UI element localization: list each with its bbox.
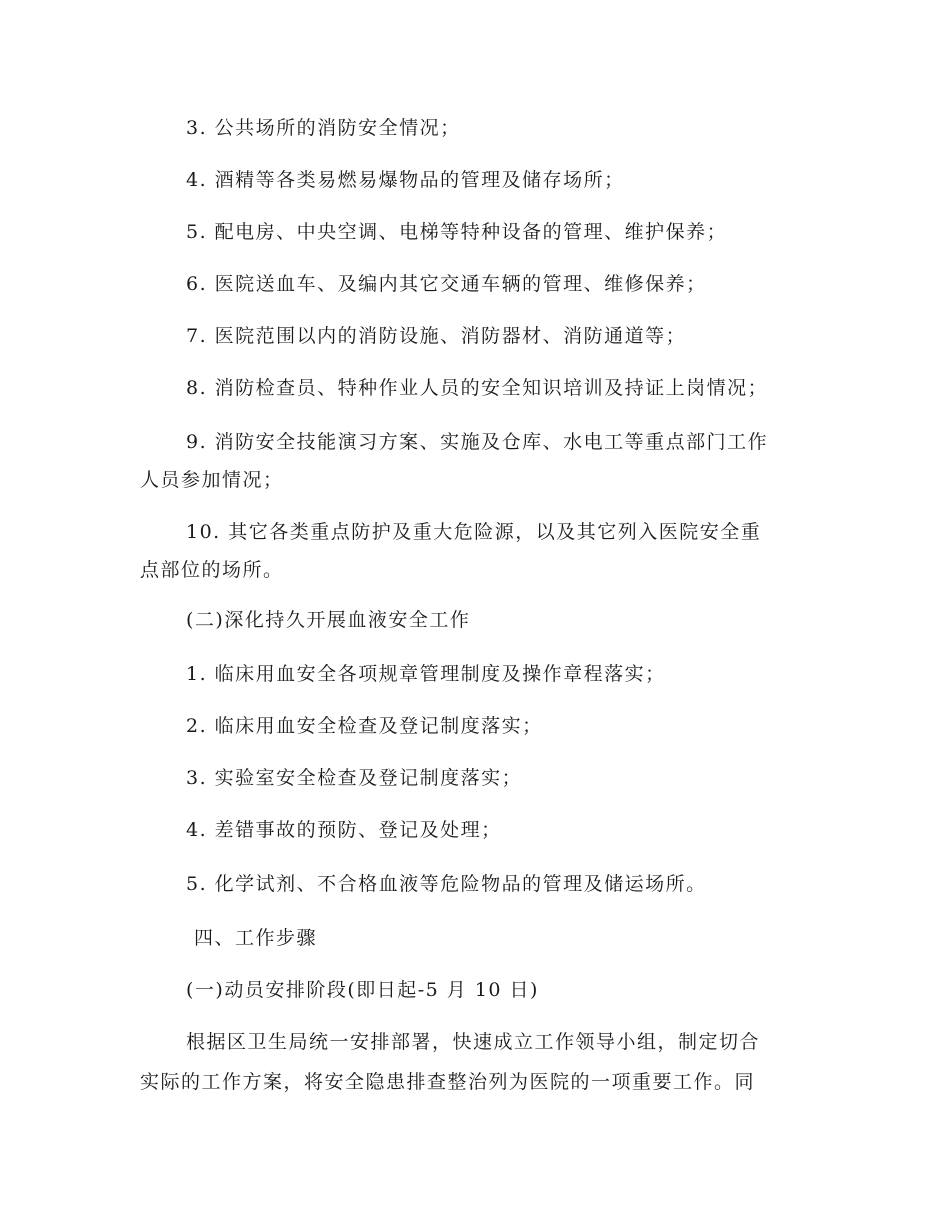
list-item-6-vehicles: 6. 医院送血车、及编内其它交通车辆的管理、维修保养；: [186, 273, 707, 295]
list-item-10-continuation: 点部位的场所。: [140, 559, 284, 581]
list-item-4-flammables: 4. 酒精等各类易燃易爆物品的管理及储存场所；: [186, 169, 625, 191]
list-item-10-hazards: 10. 其它各类重点防护及重大危险源，以及其它列入医院安全重: [186, 521, 762, 543]
list-item-3-public-places: 3. 公共场所的消防安全情况；: [186, 117, 461, 139]
blood-item-3: 3. 实验室安全检查及登记制度落实；: [186, 767, 523, 789]
list-item-5-special-equipment: 5. 配电房、中央空调、电梯等特种设备的管理、维护保养；: [186, 221, 728, 243]
blood-item-2: 2. 临床用血安全检查及登记制度落实；: [186, 715, 543, 737]
list-item-8-training: 8. 消防检查员、特种作业人员的安全知识培训及持证上岗情况；: [186, 377, 769, 399]
section-heading-work-steps: 四、工作步骤: [194, 927, 318, 949]
paragraph-line-1: 根据区卫生局统一安排部署，快速成立工作领导小组，制定切合: [186, 1031, 761, 1053]
blood-item-5: 5. 化学试剂、不合格血液等危险物品的管理及储运场所。: [186, 873, 707, 895]
section-heading-blood-safety: (二)深化持久开展血液安全工作: [186, 609, 471, 631]
list-item-7-fire-facilities: 7. 医院范围以内的消防设施、消防器材、消防通道等；: [186, 325, 687, 347]
blood-item-1: 1. 临床用血安全各项规章管理制度及操作章程落实；: [186, 663, 666, 685]
list-item-9-continuation: 人员参加情况；: [140, 469, 284, 491]
blood-item-4: 4. 差错事故的预防、登记及处理；: [186, 819, 502, 841]
subsection-heading-mobilization: (一)动员安排阶段(即日起-5 月 10 日): [186, 979, 539, 1001]
paragraph-line-2: 实际的工作方案，将安全隐患排查整治列为医院的一项重要工作。同: [140, 1071, 756, 1093]
list-item-9-drills: 9. 消防安全技能演习方案、实施及仓库、水电工等重点部门工作: [186, 431, 769, 453]
